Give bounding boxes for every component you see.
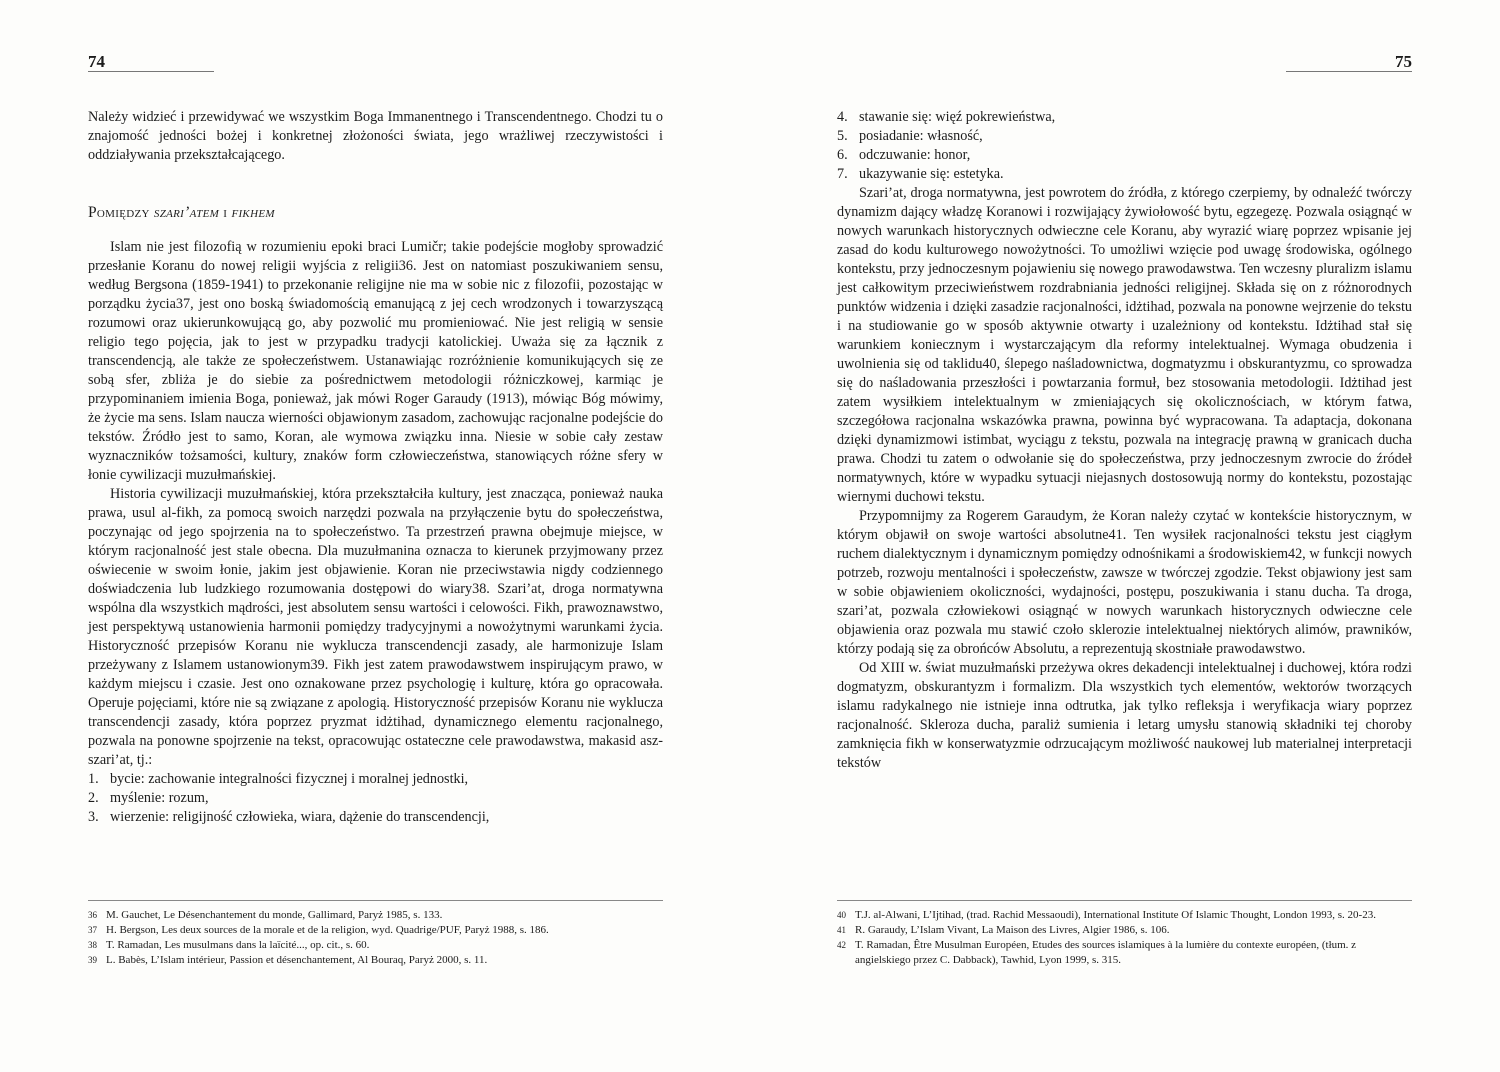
footnote	[88, 938, 663, 953]
body-paragraph: Szari’at, droga normatywna, jest powrotem do źródła, z którego czerpiemy, by odnaleźć twórczy dynamizm dający władzę Koranowi i rozwijający żywiołowość bytu, egzegezę. Pozwala osiągnąć w nowych warunkach historycznych odwieczne cele Koranu, aby wyrazić wiarę poprzez wpisanie jej zasad do kodu kulturowego nowożytności. To umożliwi wzięcie pod uwagę środowiska, ogólnego kontekstu, przy jednoczesnym pojawieniu się nowego prawodawstwa. Ten wczesny pluralizm islamu jest całkowitym przeciwieństwem rozdrabniania jedności religijnej. Składa się on z różnorodnych punktów widzenia i dzięki zasadzie racjonalności, idżtihad, pozwala na ponowne wejrzenie do tekstu i na studiowanie go w sposób aktywnie otwarty i uzależniony od kontekstu. Idżtihad stał się warunkiem koniecznym i wystarczającym dla reformy intelektualnej. Wymaga obudzenia i uwolnienia się od taklidu40, ślepego naśladownictwa, dogmatyzmu i obskurantyzmu, co sprowadza się do naśladowania przeszłości i powtarzania formuł, bez stosowania metodologii. Idżtihad jest zatem wysiłkiem intelektualnym w zmieniających się okolicznościach, w którym fatwa, szczegółowa racjonalna wskazówka prawna, powinna być wypracowana. Ta adaptacja, dokonana dzięki dynamizmowi istimbat, wyciągu z tekstu, pozwala na integrację prawną w granicach ducha prawa. Chodzi tu zatem o odwołanie się do społeczeństwa, przy jednoczesnym zwrocie do źródeł normatywnych, które w wypadku sytuacji niejasnych dostosowują normy do kontekstu, pozostając wiernymi duchowi tekstu.	[837, 185, 1412, 505]
goals-list	[88, 770, 663, 827]
left-page	[88, 0, 663, 1072]
footnote-number: 39	[88, 955, 97, 965]
right-page	[837, 0, 1412, 1072]
footnote-text: H. Bergson, Les deux sources de la morale et de la religion, wyd. Quadrige/PUF, Paryż 1988, s. 186.	[106, 924, 549, 936]
list-number: 4.	[837, 109, 848, 125]
list-number: 3.	[88, 809, 99, 825]
list-number: 1.	[88, 771, 99, 787]
body-paragraph: Historia cywilizacji muzułmańskiej, która przekształciła kultury, jest znacząca, ponieważ nauka prawa, usul al-fikh, za pomocą swoich narzędzi pozwala na przyłączenie bytu do społeczeństwa, poczynając od jego spojrzenia na to społeczeństwo. Ta przestrzeń prawna obejmuje miejsce, w którym racjonalność jest stale obecna. Dla muzułmanina oznacza to kierunek przyjmowany przez oświecenie w swoim łonie, jakim jest objawienie. Koran nie przeciwstawia nigdy codziennego doświadczenia lub ludzkiego rozumowania dostępowi do wiary38. Szari’at, droga normatywna wspólna dla wszystkich mądrości, jest absolutem sensu wartości i celowości. Fikh, prawoznawstwo, jest perspektywą ustanowienia harmonii pomiędzy tradycyjnymi a nowożytnymi warunkami życia. Historyczność przepisów Koranu nie wyklucza transcendencji zasady, ale harmonizuje Islam przeżywany z Islamem ustanowionym39. Fikh jest zatem prawodawstwem inspirującym prawo, w każdym miejscu i czasie. Jest ono oznakowane przez psychologię i kulturę, która go opracowała. Operuje pojęciami, które nie są związane z apologią. Historyczność przepisów Koranu nie wyklucza transcendencji zasady, która poprzez pryzmat idżtihad, dynamicznego elementu racjonalnego, pozwala na ponowne spojrzenie na tekst, opracowując ostateczne cele prawodawstwa, makasid asz-szari’at, tj.:	[88, 486, 663, 768]
list-number: 5.	[837, 128, 848, 144]
list-number: 7.	[837, 166, 848, 182]
list-item	[88, 789, 663, 808]
list-number: 6.	[837, 147, 848, 163]
heading-main: Pomiędzy	[88, 204, 154, 221]
heading-conjunction: i	[219, 204, 232, 221]
header-rule	[88, 71, 214, 72]
footnote-text: T. Ramadan, Les musulmans dans la laïcité..., op. cit., s. 60.	[106, 939, 370, 951]
footnote	[88, 908, 663, 923]
footnote	[837, 908, 1412, 923]
section-heading	[88, 203, 663, 222]
list-number: 2.	[88, 790, 99, 806]
list-item	[837, 108, 1412, 127]
footnotes	[88, 908, 663, 968]
list-item	[837, 165, 1412, 184]
footnote	[837, 923, 1412, 938]
footnote	[88, 953, 663, 968]
list-text: posiadanie: własność,	[859, 128, 983, 144]
list-text: wierzenie: religijność człowieka, wiara, dążenie do transcendencji,	[110, 809, 490, 825]
heading-term-szariat: szari’atem	[153, 204, 220, 221]
footnote-text: T.J. al-Alwani, L’Ijtihad, (trad. Rachid Messaoudi), International Institute Of Islamic Thought, London 1993, s. 20-23.	[855, 909, 1376, 921]
left-body	[88, 108, 663, 827]
list-item	[837, 127, 1412, 146]
footnote-text: R. Garaudy, L’Islam Vivant, La Maison des Livres, Algier 1986, s. 106.	[855, 924, 1170, 936]
footnote-text: L. Babès, L’Islam intérieur, Passion et désenchantement, Al Bouraq, Paryż 2000, s. 11.	[106, 954, 488, 966]
list-text: bycie: zachowanie integralności fizycznej i moralnej jednostki,	[110, 771, 469, 787]
footnote-number: 38	[88, 940, 97, 950]
footnote-rule	[837, 900, 1412, 901]
heading-term-fikh: fikhem	[231, 204, 275, 221]
footnote	[88, 923, 663, 938]
page-number: 75	[1395, 52, 1412, 71]
page-number: 74	[88, 52, 105, 71]
intro-paragraph: Należy widzieć i przewidywać we wszystkim Boga Immanentnego i Transcendentnego. Chodzi tu o znajomość jedności bożej i konkretnej złożoności świata, jego wrażliwej rzeczywistości i oddziaływania przekształcającego.	[88, 109, 663, 163]
list-item	[88, 770, 663, 789]
footnotes	[837, 908, 1412, 968]
list-text: odczuwanie: honor,	[859, 147, 971, 163]
body-paragraph: Islam nie jest filozofią w rozumieniu epoki braci Lumičr; takie podejście mogłoby sprowadzić przesłanie Koranu do nowej religii wyjścia z religii36. Jest on natomiast poszukiwaniem sensu, według Bergsona (1859-1941) to przekonanie religijne nie ma w sobie nic z filozofii, pozostając w porządku życia37, jest ono boską świadomością emanującą z jej cech wrodzonych i towarzyszącą rozumowi oraz ukierunkowującą go, aby pozwolić mu promieniować. Nie jest religią w sensie religio tego pojęcia, jak to jest w przypadku tradycji katolickiej. Uważa się za łącznik z transcendencją, ale także ze społeczeństwem. Ustanawiając rozróżnienie komunikujących się ze sobą sfer, zbliża je do siebie za pośrednictwem metodologii różniczkowej, karmiąc je przypominaniem imienia Boga, ponieważ, jak mówi Roger Garaudy (1913), mówiąc Bóg mówimy, że życie ma sens. Islam naucza wierności objawionym zasadom, zachowując racjonalne podejście do tekstów. Źródło jest to samo, Koran, ale wymowa związku inna. Niesie w sobie cały zestaw wyznaczników tożsamości, kultury, znaków form człowieczeństwa, stanowiących różne sfery w łonie cywilizacji muzułmańskiej.	[88, 239, 663, 483]
right-body	[837, 108, 1412, 773]
footnote	[837, 938, 1412, 968]
goals-list-continued	[837, 108, 1412, 184]
list-text: myślenie: rozum,	[110, 790, 209, 806]
footnote-number: 42	[837, 940, 846, 950]
footnote-number: 41	[837, 925, 846, 935]
body-paragraph: Od XIII w. świat muzułmański przeżywa okres dekadencji intelektualnej i duchowej, która rodzi dogmatyzm, obskurantyzm i formalizm. Dla wszystkich tych elementów, wektorów tworzących islamu radykalnego nie istnieje inna odtrutka, jak tylko refleksja i weryfikacja wiary poprzez racjonalność. Skleroza ducha, paraliż sumienia i letarg umysłu stanowią składniki tej choroby zamknięcia fikh w konserwatyzmie odrzucającym możliwość naukowej lub materialnej interpretacji tekstów	[837, 660, 1412, 771]
list-item	[88, 808, 663, 827]
footnote-number: 37	[88, 925, 97, 935]
header-rule	[1286, 71, 1412, 72]
list-text: stawanie się: więź pokrewieństwa,	[859, 109, 1056, 125]
list-text: ukazywanie się: estetyka.	[859, 166, 1004, 182]
footnote-text: M. Gauchet, Le Désenchantement du monde, Gallimard, Paryż 1985, s. 133.	[106, 909, 443, 921]
footnote-rule	[88, 900, 663, 901]
footnote-text: T. Ramadan, Être Musulman Européen, Etudes des sources islamiques à la lumière du contexte européen, (tłum. z angielskiego przez C. Dabback), Tawhid, Lyon 1999, s. 315.	[855, 939, 1357, 966]
footnote-number: 36	[88, 910, 97, 920]
footnote-number: 40	[837, 910, 846, 920]
list-item	[837, 146, 1412, 165]
body-paragraph: Przypomnijmy za Rogerem Garaudym, że Koran należy czytać w kontekście historycznym, w którym objawił on swoje wartości absolutne41. Ten wysiłek racjonalności tekstu jest ciągłym ruchem dialektycznym i dynamicznym pomiędzy odnośnikami a środowiskiem42, w funkcji nowych potrzeb, rozwoju mentalności i społeczeństw, zawsze w twórczej zgodzie. Tekst objawiony jest sam w sobie objawieniem okoliczności, wydajności, postępu, poszukiwania i stanu ducha. Ta droga, szari’at, pozwala człowiekowi osiągnąć w nowych warunkach historycznych odwieczne cele objawienia oraz pozwala mu stawić czoło sklerozie intelektualnej niektórych alimów, prawników, którzy podają się za obrońców Absolutu, a reprezentują skostniałe prawodawstwo.	[837, 508, 1412, 657]
